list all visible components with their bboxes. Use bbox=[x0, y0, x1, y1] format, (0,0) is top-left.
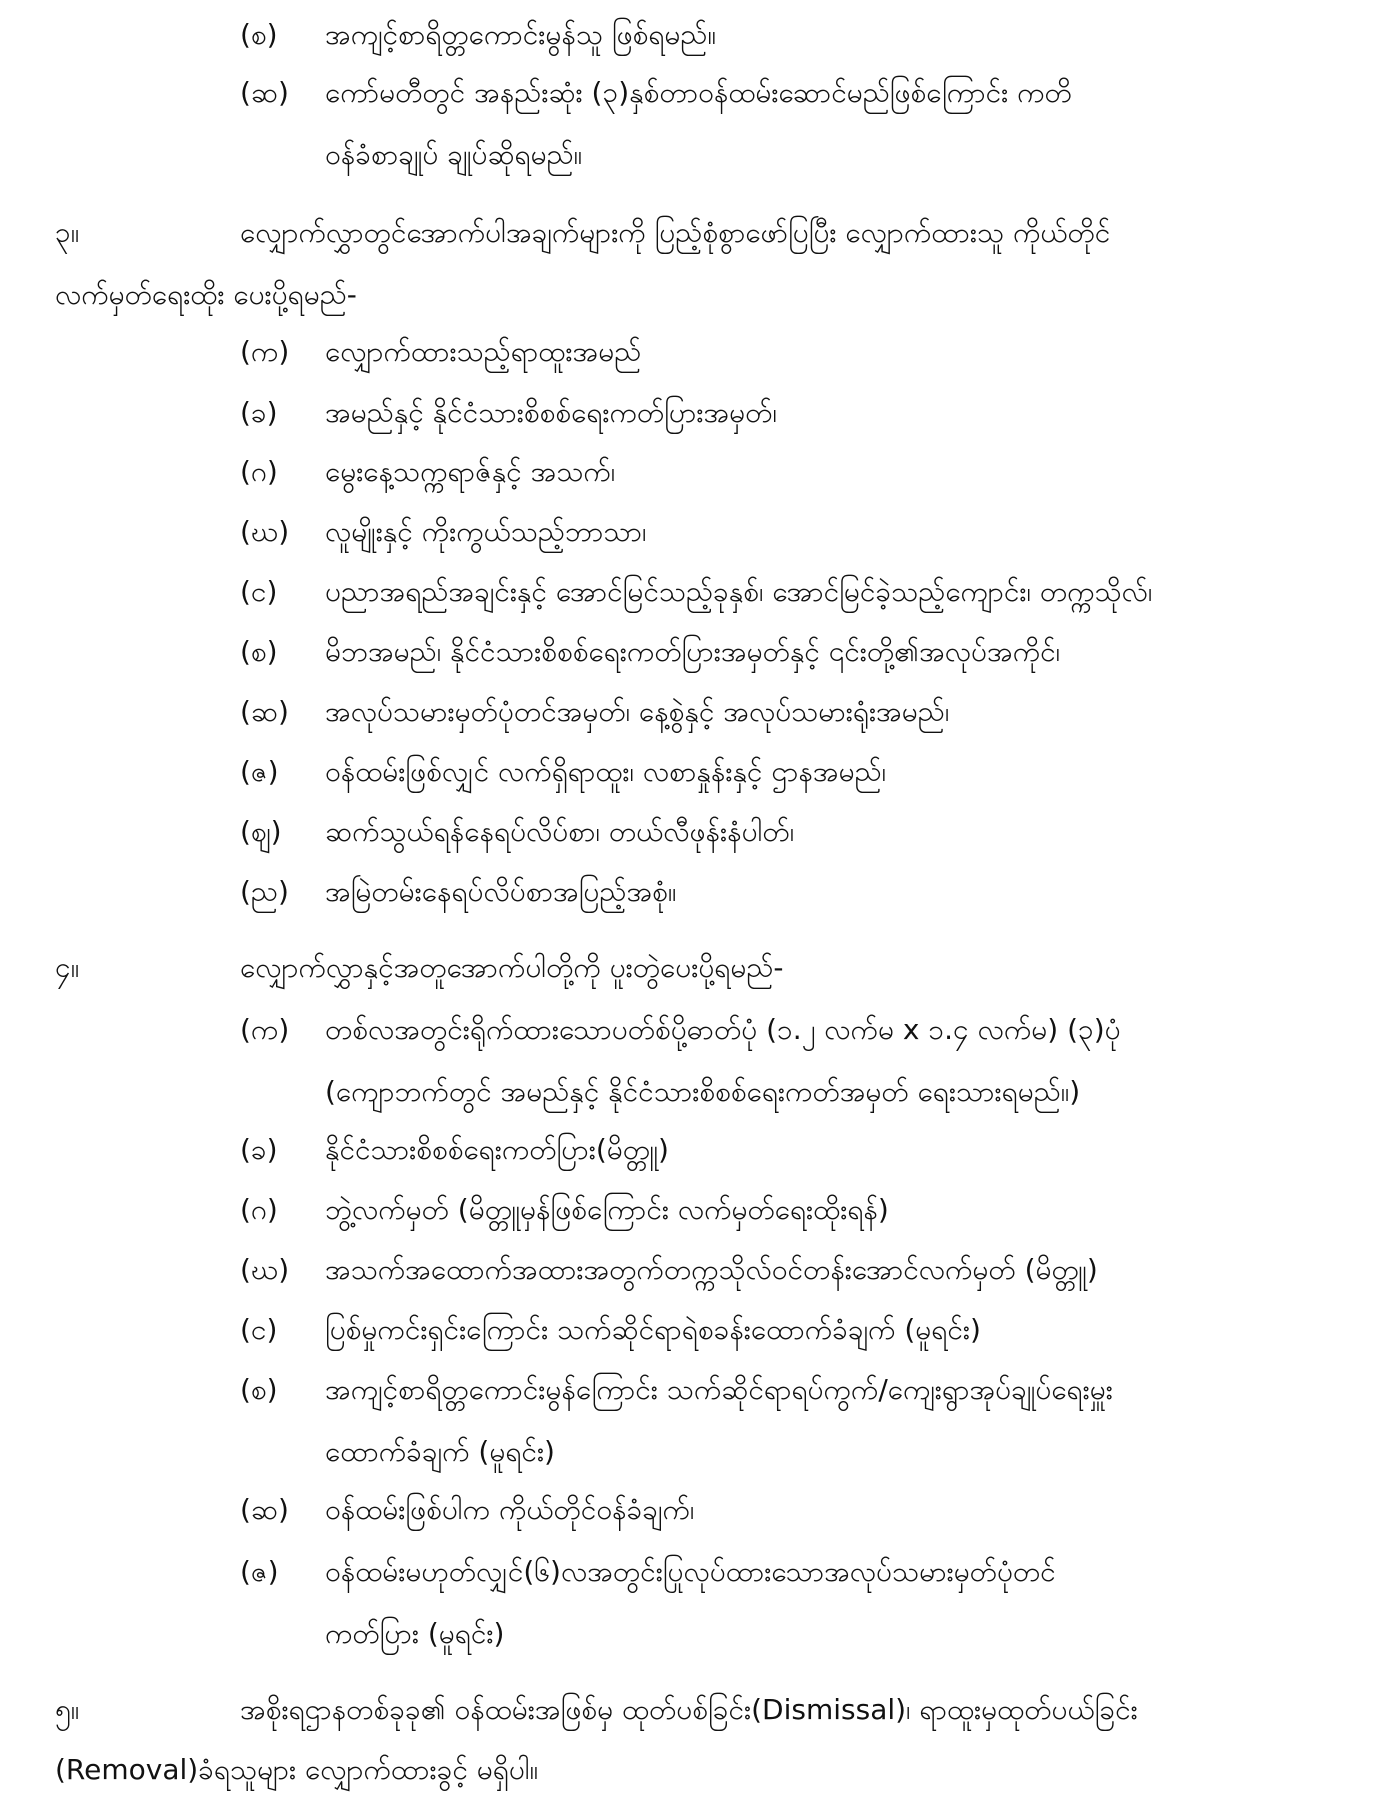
list-item-text: ပြစ်မှုကင်းရှင်းကြောင်း သက်ဆိုင်ရာရဲစခန်းထောက်ခံချက် (မူရင်း) bbox=[325, 1313, 981, 1346]
list-item-text: လျှောက်ထားသည့်ရာထူးအမည် bbox=[325, 335, 642, 368]
list-item-text: အသက်အထောက်အထားအတွက်တက္ကသိုလ်ဝင်တန်းအောင်လက်မှတ် (မိတ္တူ) bbox=[325, 1253, 1098, 1286]
list-item-text: (ကျောဘက်တွင် အမည်နှင့် နိုင်ငံသားစိစစ်ရေးကတ်အမှတ် ရေးသားရမည်။) bbox=[325, 1075, 1081, 1108]
list-item-label: (ခ) bbox=[240, 396, 278, 429]
section-number: ၄။ bbox=[55, 951, 80, 984]
list-item-text: အမည်နှင့် နိုင်ငံသားစိစစ်ရေးကတ်ပြားအမှတ်၊ bbox=[325, 396, 777, 429]
section-intro: လျှောက်လွှာနှင့်အတူအောက်ပါတို့ကို ပူးတွဲပေးပို့ရမည်- bbox=[240, 951, 784, 984]
section-text: (Removal)ခံရသူများ လျှောက်ထားခွင့် မရှိပါ။ bbox=[55, 1753, 539, 1786]
section-number: ၃။ bbox=[55, 216, 80, 249]
list-item-label: (ခ) bbox=[240, 1133, 278, 1166]
list-item-label: (ဃ) bbox=[240, 515, 290, 548]
list-item-label: (စ) bbox=[240, 18, 278, 51]
list-item-text: ဆက်သွယ်ရန်နေရပ်လိပ်စာ၊ တယ်လီဖုန်းနံပါတ်၊ bbox=[325, 815, 795, 848]
list-item-text: ဘွဲ့လက်မှတ် (မိတ္တူမှန်ဖြစ်ကြောင်း လက်မှတ်ရေးထိုးရန်) bbox=[325, 1193, 889, 1226]
list-item-text: ဝန်ခံစာချုပ် ချုပ်ဆိုရမည်။ bbox=[325, 138, 583, 171]
list-item-label: (ည) bbox=[240, 875, 289, 908]
list-item-text: ကော်မတီတွင် အနည်းဆုံး (၃)နှစ်တာဝန်ထမ်းဆောင်မည်ဖြစ်ကြောင်း ကတိ bbox=[325, 76, 1072, 109]
list-item-label: (ဂ) bbox=[240, 455, 278, 488]
list-item-label: (ဇ) bbox=[240, 1555, 279, 1588]
list-item-label: (စ) bbox=[240, 1373, 278, 1406]
list-item-text: အကျင့်စာရိတ္တကောင်းမွန်ကြောင်း သက်ဆိုင်ရာရပ်ကွက်/ကျေးရွာအုပ်ချုပ်ရေးမှူး bbox=[325, 1373, 1113, 1406]
list-item-label: (ဃ) bbox=[240, 1253, 290, 1286]
list-item-label: (ဆ) bbox=[240, 695, 289, 728]
list-item-text: ဝန်ထမ်းဖြစ်လျှင် လက်ရှိရာထူး၊ လစာနှုန်းနှင့် ဌာနအမည်၊ bbox=[325, 755, 887, 788]
list-item-label: (ဇ) bbox=[240, 755, 279, 788]
list-item-text: ထောက်ခံချက် (မူရင်း) bbox=[325, 1435, 555, 1468]
list-item-label: (ဆ) bbox=[240, 76, 289, 109]
list-item-label: (င) bbox=[240, 575, 278, 608]
section-intro: လျှောက်လွှာတွင်အောက်ပါအချက်များကို ပြည့်စုံစွာဖော်ပြပြီး လျှောက်ထားသူ ကိုယ်တိုင် bbox=[240, 216, 1111, 249]
list-item-text: ဝန်ထမ်းမဟုတ်လျှင်(၆)လအတွင်းပြုလုပ်ထားသောအလုပ်သမားမှတ်ပုံတင် bbox=[325, 1555, 1056, 1588]
list-item-label: (ဂ) bbox=[240, 1193, 278, 1226]
list-item-text: အလုပ်သမားမှတ်ပုံတင်အမှတ်၊ နေ့စွဲနှင့် အလုပ်သမားရုံးအမည်၊ bbox=[325, 695, 950, 728]
list-item-text: အကျင့်စာရိတ္တကောင်းမွန်သူ ဖြစ်ရမည်။ bbox=[325, 18, 716, 51]
section-number: ၅။ bbox=[55, 1693, 80, 1726]
list-item-label: (စ) bbox=[240, 635, 278, 668]
list-item-text: မွေးနေ့သက္ကရာဇ်နှင့် အသက်၊ bbox=[325, 455, 616, 488]
section-text: အစိုးရဌာနတစ်ခုခု၏ ဝန်ထမ်းအဖြစ်မှ ထုတ်ပစ်ခြင်း(Dismissal)၊ ရာထူးမှထုတ်ပယ်ခြင်း bbox=[240, 1693, 1138, 1726]
list-item-text: မိဘအမည်၊ နိုင်ငံသားစိစစ်ရေးကတ်ပြားအမှတ်နှင့် ၎င်းတို့၏အလုပ်အကိုင်၊ bbox=[325, 635, 1061, 668]
list-item-label: (ဆ) bbox=[240, 1493, 289, 1526]
list-item-label: (ဈ) bbox=[240, 815, 282, 848]
list-item-text: ကတ်ပြား (မူရင်း) bbox=[325, 1617, 505, 1650]
section-intro: လက်မှတ်ရေးထိုး ပေးပို့ရမည်- bbox=[55, 278, 357, 311]
list-item-text: အမြဲတမ်းနေရပ်လိပ်စာအပြည့်အစုံ။ bbox=[325, 875, 677, 908]
list-item-label: (က) bbox=[240, 1013, 290, 1046]
list-item-label: (က) bbox=[240, 335, 290, 368]
list-item-label: (င) bbox=[240, 1313, 278, 1346]
list-item-text: ဝန်ထမ်းဖြစ်ပါက ကိုယ်တိုင်ဝန်ခံချက်၊ bbox=[325, 1493, 695, 1526]
list-item-text: လူမျိုးနှင့် ကိုးကွယ်သည့်ဘာသာ၊ bbox=[325, 515, 647, 548]
list-item-text: ပညာအရည်အချင်းနှင့် အောင်မြင်သည့်ခုနှစ်၊ အောင်မြင်ခဲ့သည့်ကျောင်း၊ တက္ကသိုလ်၊ bbox=[325, 575, 1153, 608]
list-item-text: နိုင်ငံသားစိစစ်ရေးကတ်ပြား(မိတ္တူ) bbox=[325, 1133, 669, 1166]
list-item-text: တစ်လအတွင်းရိုက်ထားသောပတ်စ်ပို့ဓာတ်ပုံ (၁.၂ လက်မ x ၁.၄ လက်မ) (၃)ပုံ bbox=[325, 1013, 1121, 1046]
